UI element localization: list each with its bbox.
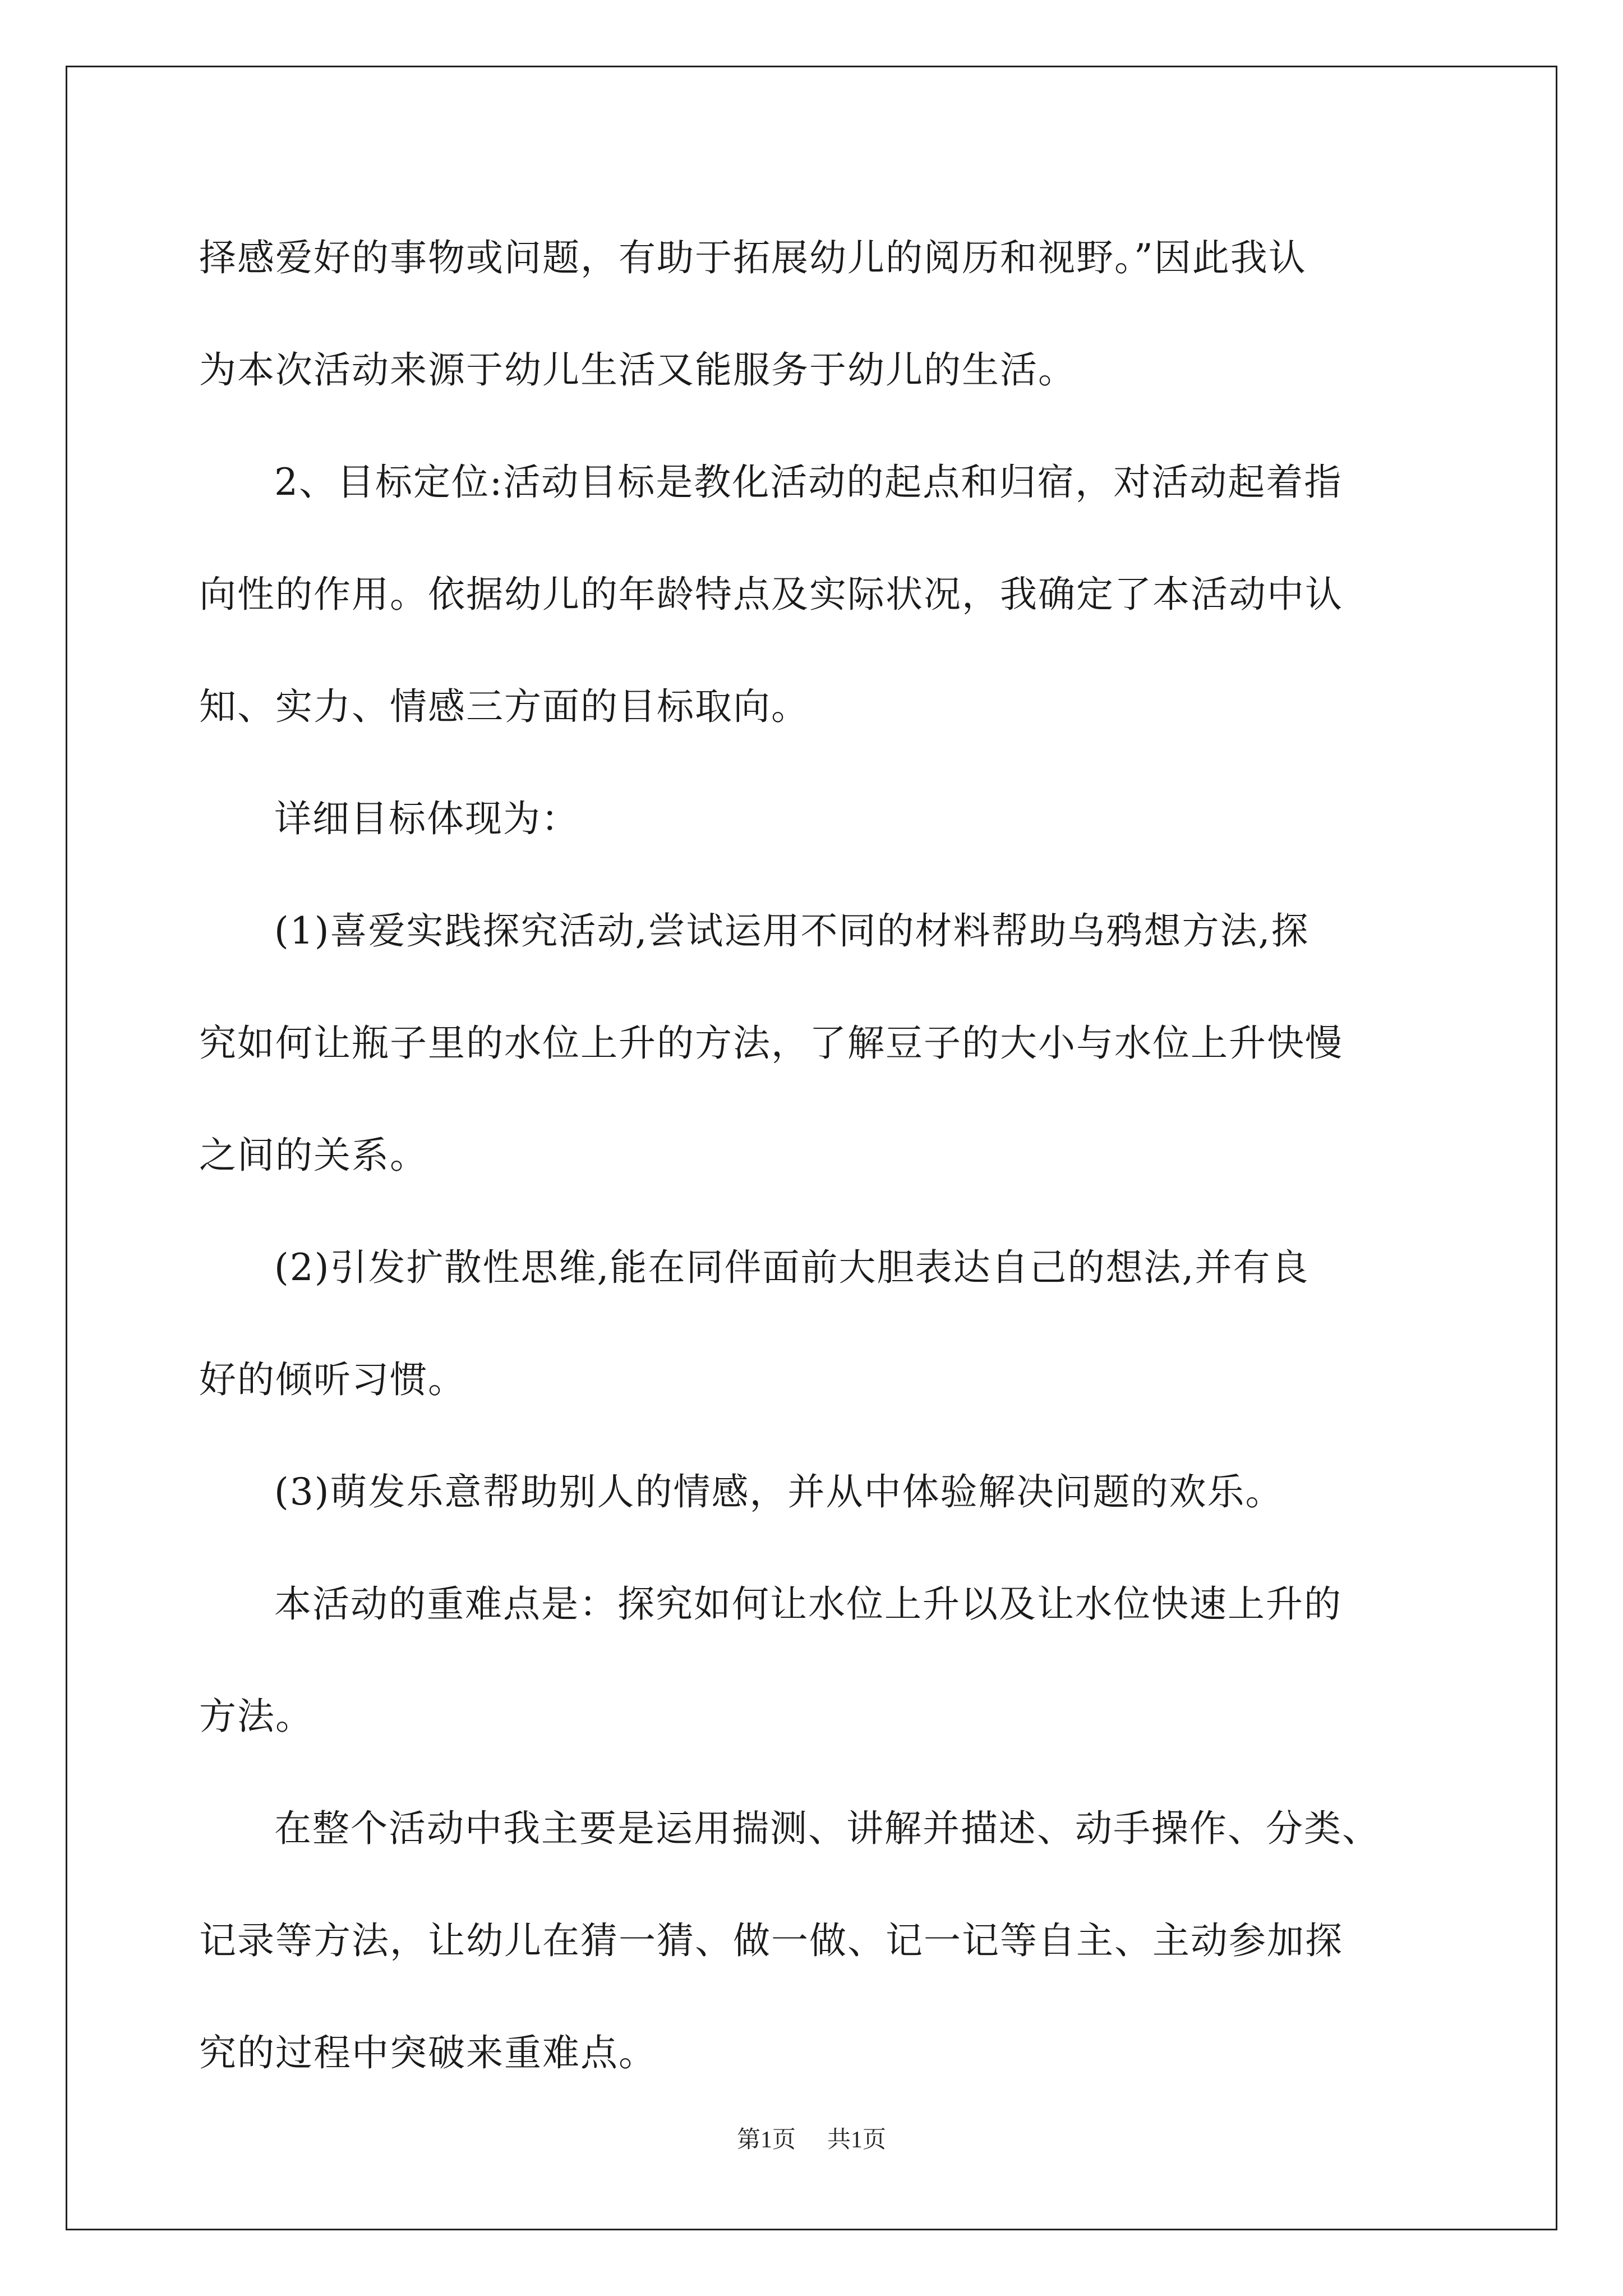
text-line: 之间的关系。 xyxy=(199,1134,428,1177)
text-line: (1)喜爱实践探究活动,尝试运用不同的材料帮助乌鸦想方法,探 xyxy=(274,909,1310,953)
text-line: 2、目标定位:活动目标是教化活动的起点和归宿，对活动起着指 xyxy=(274,461,1343,504)
text-line: 择感爱好的事物或问题，有助于拓展幼儿的阅历和视野。”因此我认 xyxy=(199,236,1307,279)
text-line: 在整个活动中我主要是运用揣测、讲解并描述、动手操作、分类、 xyxy=(274,1807,1380,1850)
text-line: 究如何让瓶子里的水位上升的方法，了解豆子的大小与水位上升快慢 xyxy=(199,1022,1343,1065)
text-line: 究的过程中突破来重难点。 xyxy=(199,2031,657,2074)
text-line: 本活动的重难点是：探究如何让水位上升以及让水位快速上升的 xyxy=(274,1582,1342,1626)
document-body xyxy=(199,202,1489,2109)
text-line: 为本次活动来源于幼儿生活又能服务于幼儿的生活。 xyxy=(199,348,1076,392)
text-line: 详细目标体现为： xyxy=(274,797,579,840)
text-line: (3)萌发乐意帮助别人的情感，并从中体验解决问题的欢乐。 xyxy=(274,1470,1284,1513)
text-line: 方法。 xyxy=(199,1695,313,1738)
page-total: 共1页 xyxy=(827,2127,887,2153)
text-line: 知、实力、情感三方面的目标取向。 xyxy=(199,685,809,728)
page-number: 第1页 xyxy=(736,2127,796,2153)
text-line: 记录等方法，让幼儿在猜一猜、做一做、记一记等自主、主动参加探 xyxy=(199,1919,1343,1962)
page-footer xyxy=(0,2123,1623,2157)
text-line: 向性的作用。依据幼儿的年龄特点及实际状况，我确定了本活动中认 xyxy=(199,573,1343,616)
text-line: 好的倾听习惯。 xyxy=(199,1358,466,1401)
text-line: (2)引发扩散性思维,能在同伴面前大胆表达自己的想法,并有良 xyxy=(274,1246,1310,1289)
